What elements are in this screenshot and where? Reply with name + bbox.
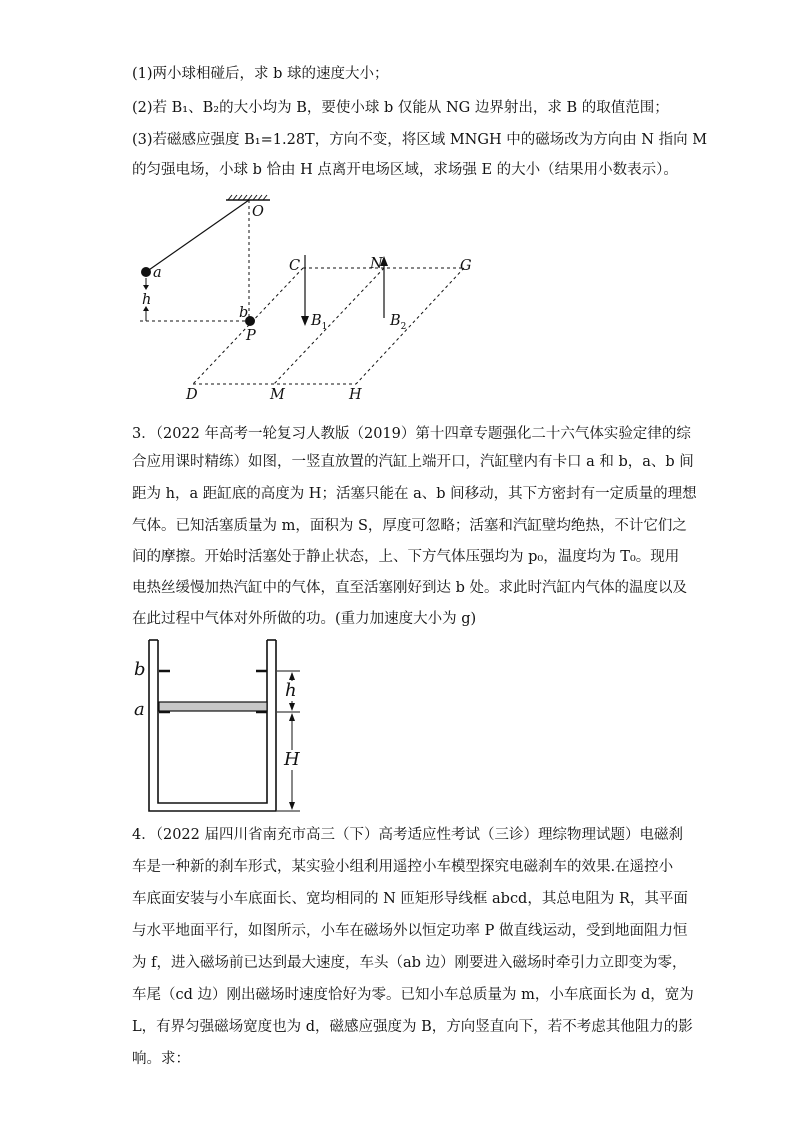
label-D: D [186, 387, 198, 403]
cyl-label-H: H [284, 749, 300, 770]
label-B1: $B_1$ [311, 313, 328, 332]
q4-line5: 为 f，进入磁场前已达到最大速度，车头（ab 边）刚要进入磁场时牵引力立即变为零， [132, 955, 687, 971]
q3-line6: 电热丝缓慢加热汽缸中的气体，直至活塞刚好到达 b 处。求此时汽缸内气体的温度以及 [132, 580, 687, 596]
q4-line1: 4．（2022 届四川省南充市高三（下）高考适应性考试（三诊）理综物理试题）电磁刹 [132, 827, 683, 843]
q4-line6: 车尾（cd 边）刚出磁场时速度恰好为零。已知小车总质量为 m，小车底面长为 d，宽为 [132, 987, 694, 1003]
q2-part3-line2: 的匀强电场，小球 b 恰由 H 点离开电场区域，求场强 E 的大小（结果用小数表示）。 [132, 162, 678, 178]
label-O: O [252, 204, 264, 220]
label-b: b [239, 305, 249, 321]
label-P: P [246, 328, 256, 344]
label-H: H [349, 387, 362, 403]
label-h: h [142, 292, 152, 308]
label-C: C [289, 258, 301, 274]
figure-pendulum-field [0, 190, 794, 415]
label-B2: $B_2$ [390, 313, 407, 332]
q2-part2: (2)若 B₁、B₂的大小均为 B，要使小球 b 仅能从 NG 边界射出，求 B 的取值范围； [132, 100, 669, 116]
q4-line2: 车是一种新的刹车形式，某实验小组利用遥控小车模型探究电磁刹车的效果.在遥控小 [132, 859, 674, 875]
q2-part3-line1: (3)若磁感应强度 B₁=1.28T，方向不变，将区域 MNGH 中的磁场改为方向由 N 指向 M [132, 132, 708, 148]
q3-line3: 距为 h，a 距缸底的高度为 H；活塞只能在 a、b 间移动，其下方密封有一定质量的理想 [132, 486, 697, 502]
cyl-label-a: a [134, 699, 145, 720]
label-M: M [270, 387, 285, 403]
cyl-label-b: b [134, 659, 146, 680]
cyl-label-h: h [285, 680, 297, 701]
q3-line1: 3．（2022 年高考一轮复习人教版（2019）第十四章专题强化二十六气体实验定律的综 [132, 426, 691, 442]
label-a: a [153, 265, 162, 281]
q3-line7: 在此过程中气体对外所做的功。(重力加速度大小为 g) [132, 611, 477, 627]
q3-line4: 气体。已知活塞质量为 m，面积为 S，厚度可忽略；活塞和汽缸壁均绝热，不计它们之 [132, 518, 687, 534]
q3-line2: 合应用课时精练）如图，一竖直放置的汽缸上端开口，汽缸壁内有卡口 a 和 b，a、b 间 [132, 454, 694, 470]
q2-part1: (1)两小球相碰后，求 b 球的速度大小； [132, 66, 389, 82]
q4-line3: 车底面安装与小车底面长、宽均相同的 N 匝矩形导线框 abcd，其总电阻为 R，其平面 [132, 891, 688, 907]
q3-line5: 间的摩擦。开始时活塞处于静止状态，上、下方气体压强均为 p₀，温度均为 T₀。现用 [132, 549, 680, 565]
q4-line7: L，有界匀强磁场宽度也为 d，磁感应强度为 B，方向竖直向下，若不考虑其他阻力的影 [132, 1019, 693, 1035]
label-N: N [370, 256, 383, 272]
figure-cylinder [0, 634, 794, 819]
q4-line8: 响。求： [132, 1051, 190, 1067]
label-G: G [460, 258, 472, 274]
q4-line4: 与水平地面平行，如图所示，小车在磁场外以恒定功率 P 做直线运动，受到地面阻力恒 [132, 923, 688, 939]
